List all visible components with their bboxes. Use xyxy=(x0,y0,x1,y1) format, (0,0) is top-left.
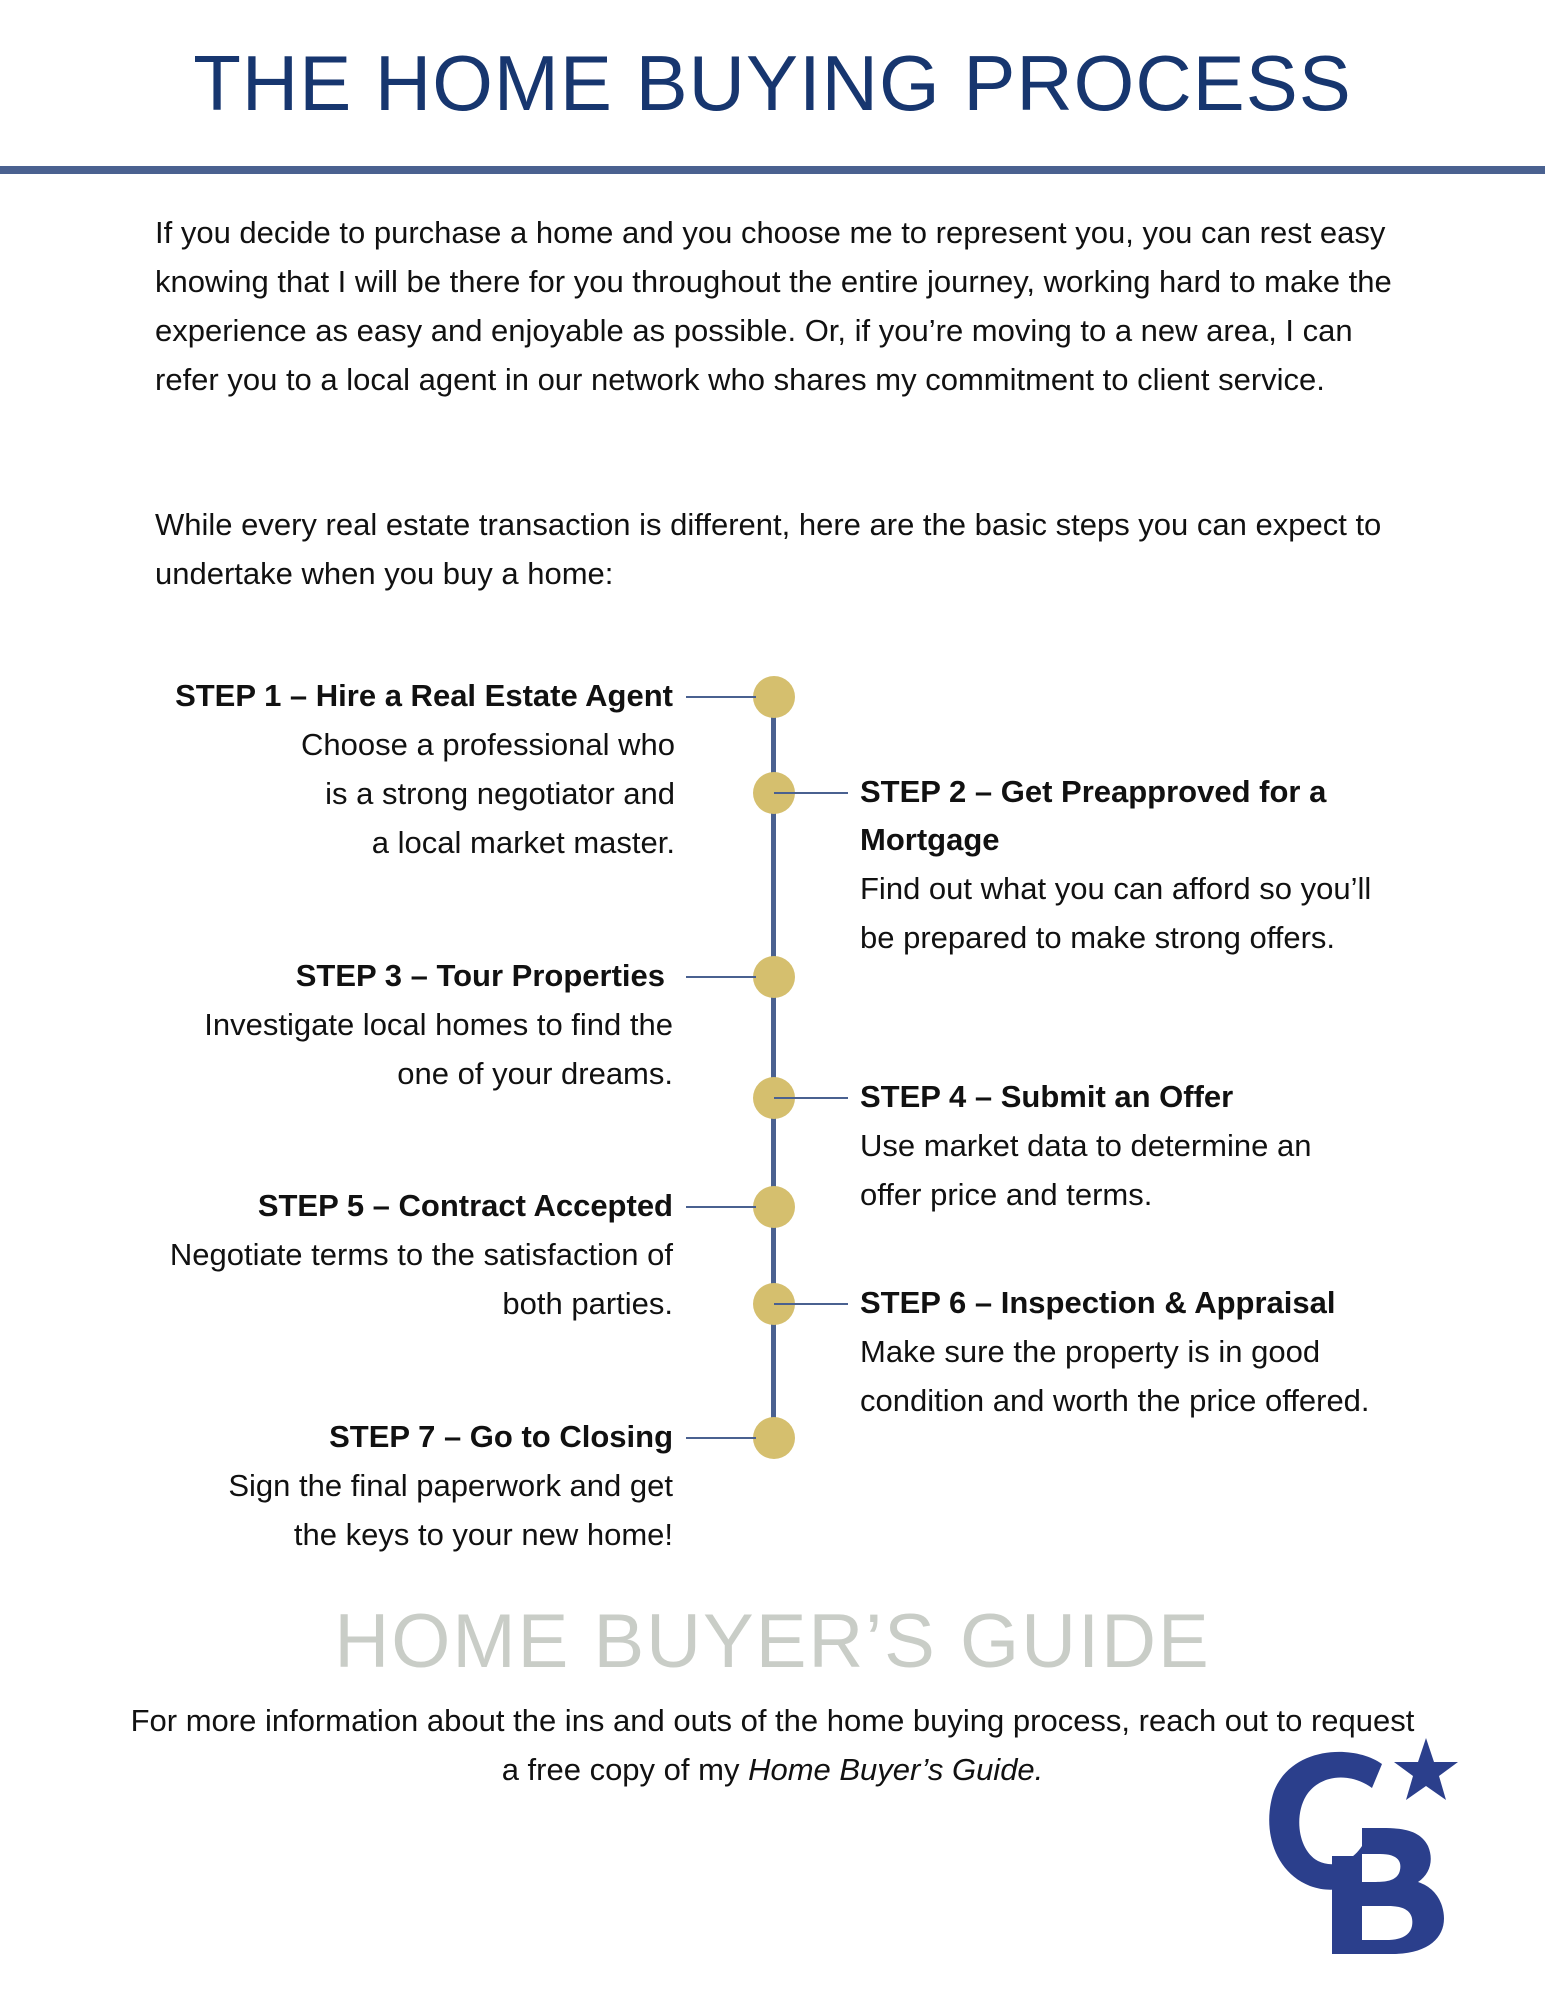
step-7 xyxy=(150,1413,673,1559)
step-6 xyxy=(860,1279,1380,1425)
step-2 xyxy=(860,768,1395,962)
cb-logo xyxy=(1262,1736,1462,1964)
step-1-title: STEP 1 – Hire a Real Estate Agent xyxy=(175,678,673,713)
timeline-dot-step-3 xyxy=(753,956,795,998)
step-7-title: STEP 7 – Go to Closing xyxy=(329,1419,673,1454)
logo-c-shape xyxy=(1269,1752,1382,1890)
page-title: THE HOME BUYING PROCESS xyxy=(193,39,1352,127)
step-2-description: Find out what you can afford so you’ll be prepared to make strong offers. xyxy=(860,871,1372,955)
step-2-title: STEP 2 – Get Preapproved for a Mortgage xyxy=(860,774,1327,857)
step-4 xyxy=(860,1073,1380,1219)
timeline-dot-step-7 xyxy=(753,1417,795,1459)
lead-in-paragraph: While every real estate transaction is different, here are the basic steps you can expect to undertake when you buy a home: xyxy=(155,507,1382,591)
timeline-dot-step-5 xyxy=(753,1186,795,1228)
connector-step-5 xyxy=(686,1206,756,1208)
step-3-description: Investigate local homes to find the one of your dreams. xyxy=(204,1007,673,1091)
step-6-title: STEP 6 – Inspection & Appraisal xyxy=(860,1285,1336,1320)
guide-link-text: Home Buyer’s Guide. xyxy=(748,1752,1044,1787)
timeline-dot-step-1 xyxy=(753,676,795,718)
step-5-description: Negotiate terms to the satisfaction of both parties. xyxy=(169,1237,673,1321)
connector-step-6 xyxy=(774,1303,848,1305)
intro-paragraph: If you decide to purchase a home and you choose me to represent you, you can rest easy knowing that I will be there for you throughout the entire journey, working hard to make the experience as easy and enjoyable as possible. Or, if you’re moving to a new area, I can refer you to a local agent in our network who shares my commitment to client service. xyxy=(155,215,1392,397)
connector-step-4 xyxy=(774,1097,848,1099)
step-3 xyxy=(150,952,673,1098)
connector-step-3 xyxy=(686,976,756,978)
guide-text-body: For more information about the ins and outs of the home buying process, reach out to request a free copy of my xyxy=(130,1703,1415,1787)
step-4-description: Use market data to determine an offer price and terms. xyxy=(860,1128,1312,1212)
step-1 xyxy=(150,672,673,867)
guide-text xyxy=(130,1696,1415,1794)
step-5-title: STEP 5 – Contract Accepted xyxy=(257,1188,673,1223)
step-7-description: Sign the final paperwork and get the keys to your new home! xyxy=(228,1468,673,1552)
step-4-title: STEP 4 – Submit an Offer xyxy=(860,1079,1234,1114)
step-1-description: Choose a professional who is a strong negotiator and a local market master. xyxy=(301,727,675,860)
header-divider xyxy=(0,166,1545,174)
step-3-title: STEP 3 – Tour Properties xyxy=(295,958,665,993)
star-icon xyxy=(1394,1738,1458,1800)
logo-b-shape xyxy=(1332,1828,1444,1954)
guide-title: HOME BUYER’S GUIDE xyxy=(334,1599,1211,1684)
connector-step-2 xyxy=(774,792,848,794)
connector-step-7 xyxy=(686,1437,756,1439)
step-5 xyxy=(150,1182,673,1328)
connector-step-1 xyxy=(686,696,756,698)
step-6-description: Make sure the property is in good condition and worth the price offered. xyxy=(860,1334,1370,1418)
